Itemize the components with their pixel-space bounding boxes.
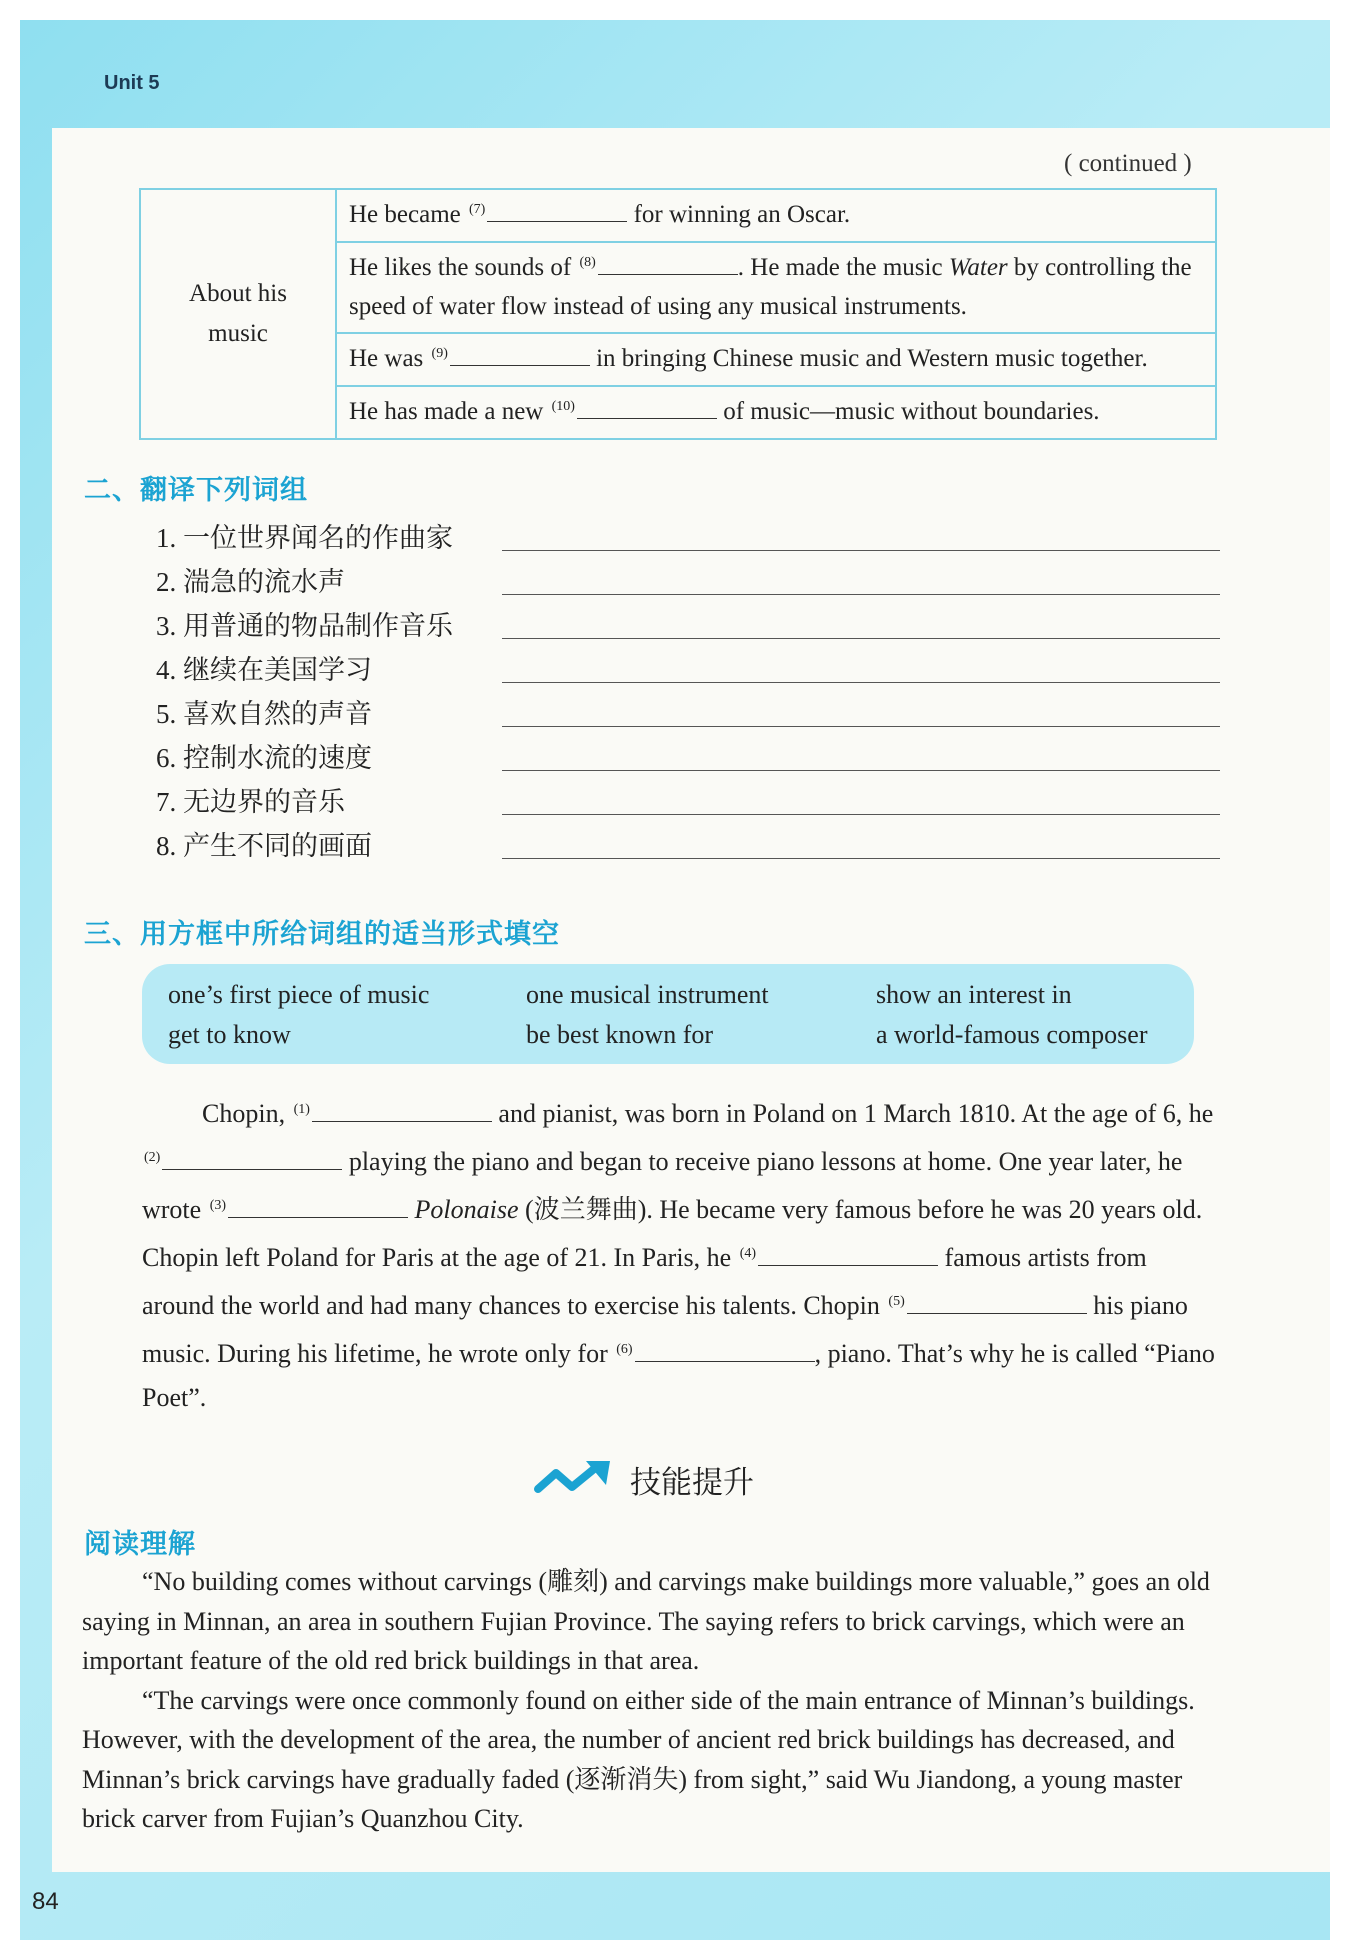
trend-up-arrow-icon [534,1459,614,1499]
answer-line[interactable] [502,814,1220,815]
table-cell [336,386,1216,439]
table-row [140,189,1216,242]
cell-text: He was [349,345,430,373]
cell-text: He became [349,201,467,228]
fill-blank[interactable] [907,1293,1087,1314]
answer-line[interactable] [502,858,1220,859]
work-title: Polonaise [414,1195,519,1224]
table-cell [336,189,1216,242]
answer-line[interactable] [502,726,1220,727]
blank-number: (1) [293,1102,310,1117]
cell-text: He likes the sounds of [349,253,578,281]
cell-text: for winning an Oscar. [627,201,851,228]
reading-paragraph: “The carvings were once commonly found on either side of the main entrance of Minnan’s buildings. However, with the development of the area, the number of ancient red brick buildings has decreased, and Minnan’s brick carvings have gradually faded (逐渐消失) from sight,” said Wu Jiandong, a young master brick carver from Fujian’s Quanzhou City. [82,1685,1195,1833]
row-header-line1: About his [189,279,287,307]
blank-number: (5) [888,1294,905,1309]
page-number: 84 [32,1888,59,1915]
word-option: get to know [168,1020,291,1049]
list-item [156,694,1220,738]
cell-text: in bringing Chinese music and Western music together. [589,345,1148,373]
fill-blank[interactable] [635,1341,815,1362]
blank-number: (4) [739,1246,757,1261]
word-option: a world-famous composer [876,1020,1148,1049]
section-heading-translate: 二、翻译下列词组 [84,475,308,506]
section-heading-fill: 三、用方框中所给词组的适当形式填空 [84,919,560,950]
list-item [156,826,1220,870]
reading-paragraph: “No building comes without carvings (雕刻) and carvings make buildings more valuable,” goes an old saying in Minnan, an area in southern Fujian Province. The saying refers to brick carvings, which were an important feature of the old red brick buildings in that area. [82,1567,1210,1675]
blank-number: (3) [209,1198,227,1213]
fill-blank[interactable] [450,345,590,366]
skills-title: 技能提升 [630,1464,754,1501]
table-cell [336,333,1216,386]
phrase-text: 3. 用普通的物品制作音乐 [156,611,453,641]
word-option: one’s first piece of music [168,980,430,1009]
blank-number: (2) [144,1150,161,1165]
music-title: Water [948,253,1008,281]
blank-number: (10) [551,399,575,414]
music-table [139,188,1217,440]
blank-number: (6) [616,1342,633,1357]
answer-line[interactable] [502,594,1220,595]
answer-line[interactable] [502,550,1220,551]
phrase-text: 4. 继续在美国学习 [156,655,372,685]
reading-passage [82,1562,1212,1839]
word-option: show an interest in [876,980,1072,1009]
passage-text: Chopin, [202,1099,292,1128]
fill-blank[interactable] [577,398,717,419]
translation-list [156,518,1220,870]
blank-number: (7) [468,202,486,217]
row-header-line2: music [208,319,268,347]
word-option: be best known for [526,1020,714,1049]
passage-text: famous artists from around the world and had many chances to exercise his talents. Chopin [142,1243,1147,1320]
fill-blank[interactable] [598,254,738,275]
list-item [156,738,1220,782]
phrase-text: 8. 产生不同的画面 [156,831,372,861]
skills-banner [534,1454,754,1504]
fill-blank[interactable] [487,201,627,222]
list-item [156,562,1220,606]
fill-blank[interactable] [162,1149,342,1170]
table-row-header [140,189,336,439]
blank-number: (8) [579,254,596,270]
chopin-passage [142,1088,1218,1420]
answer-line[interactable] [502,638,1220,639]
passage-text: and pianist, was born in Poland on 1 March 1810. At the age of 6, he [498,1099,1214,1128]
fill-blank[interactable] [228,1197,408,1218]
answer-line[interactable] [502,682,1220,683]
table-cell [336,242,1216,334]
passage-text: his piano music. During his lifetime, he wrote only for [142,1291,1188,1368]
cell-text: He has made a new [349,398,550,425]
blank-number: (9) [431,346,448,362]
list-item [156,606,1220,650]
list-item [156,650,1220,694]
phrase-text: 2. 湍急的流水声 [156,567,345,597]
fill-blank[interactable] [312,1101,492,1122]
passage-text: (波兰舞曲). He became very famous before he was 20 years old. Chopin left Poland for Paris at the age of 21. In Paris, he [142,1195,1203,1272]
list-item [156,518,1220,562]
passage-text: , piano. That’s why he is called “Piano Poet”. [142,1339,1215,1412]
section-heading-reading: 阅读理解 [84,1529,196,1560]
phrase-text: 5. 喜欢自然的声音 [156,699,372,729]
phrase-text: 7. 无边界的音乐 [156,787,345,817]
word-box [142,964,1194,1064]
phrase-text: 6. 控制水流的速度 [156,743,372,773]
cell-text: . He made the music [737,253,949,281]
passage-text: playing the piano and began to receive piano lessons at home. One year later, he wrote [142,1147,1183,1224]
continued-note: ( continued ) [1064,150,1192,177]
unit-label: Unit 5 [104,72,160,94]
word-option: one musical instrument [526,980,769,1009]
fill-blank[interactable] [758,1245,938,1266]
list-item [156,782,1220,826]
phrase-text: 1. 一位世界闻名的作曲家 [156,523,453,553]
answer-line[interactable] [502,770,1220,771]
cell-text: by controlling the speed of water flow instead of using any musical instruments. [349,253,1192,320]
cell-text: of music—music without boundaries. [716,398,1100,425]
